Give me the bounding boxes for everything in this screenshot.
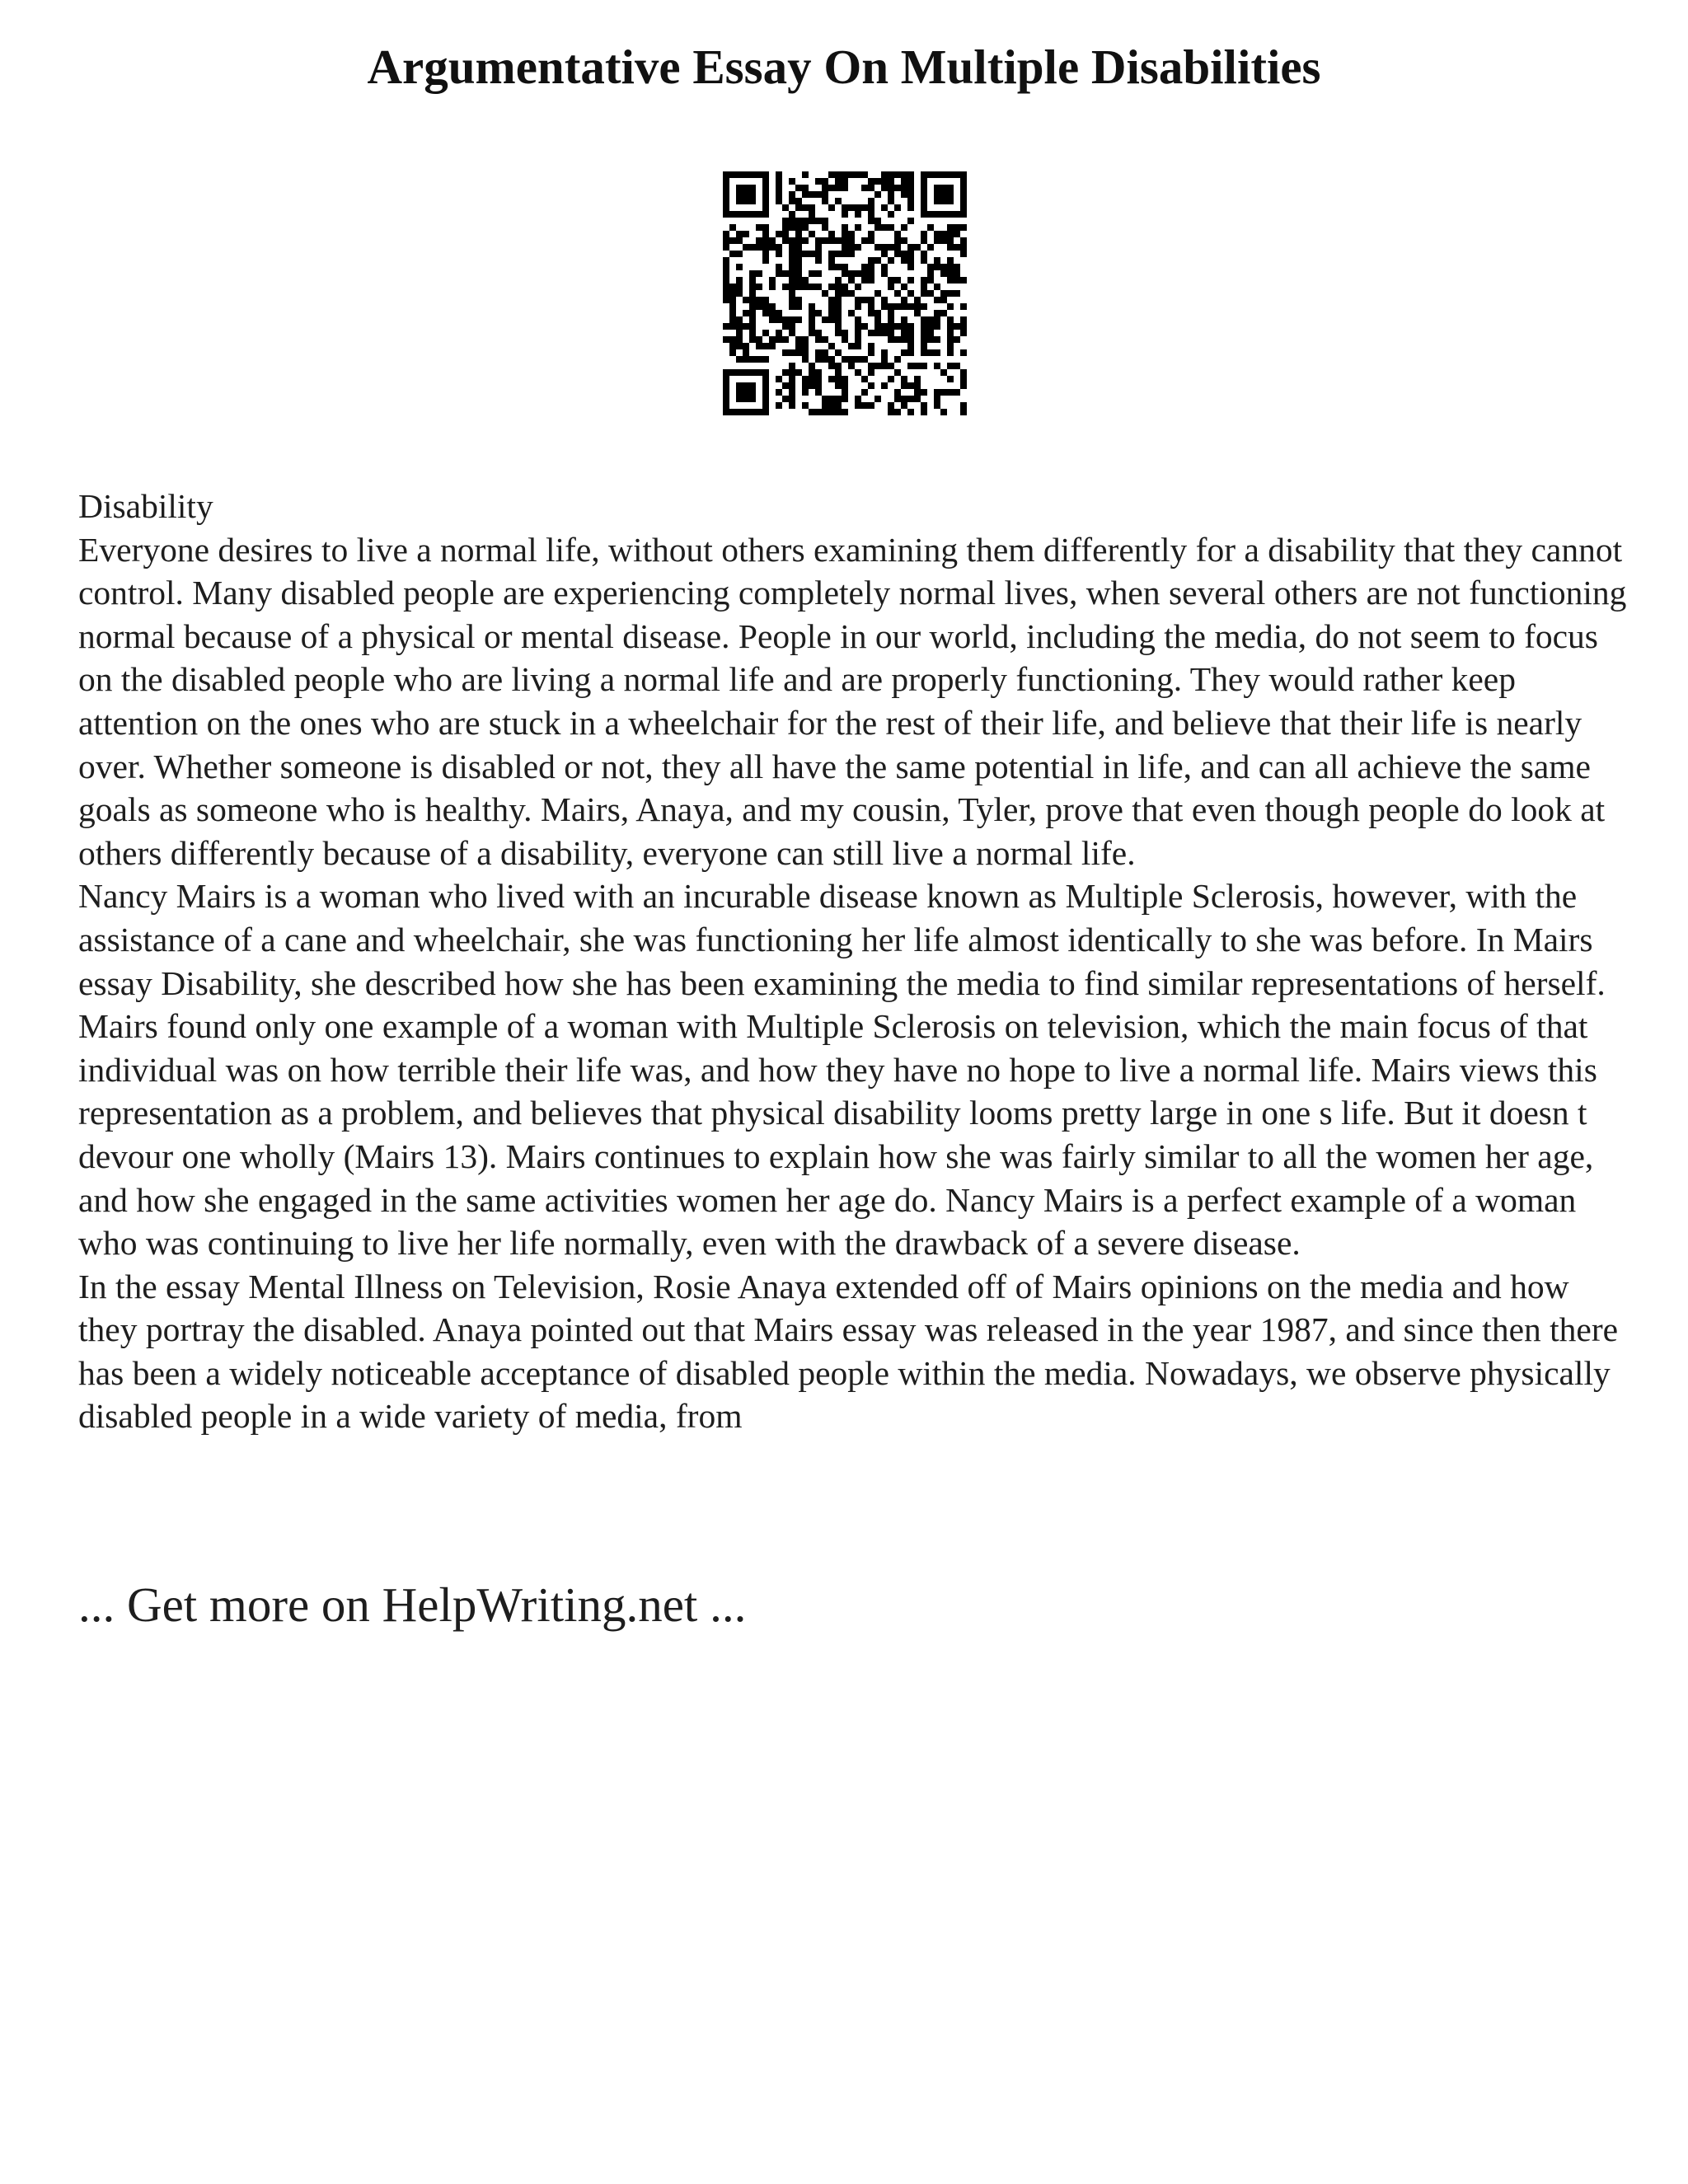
essay-paragraph: Everyone desires to live a normal life, without others examining them differently for a disability that they cannot control. Many disabled people are experiencing completely normal lives, when several others are not functioning normal because of a physical or mental disease. People in our world, including the media, do not seem to focus on the disabled people who are living a normal life and are properly functioning. They would rather keep attention on the ones who are stuck in a wheelchair for the rest of their life, and believe that their life is nearly over. Whether someone is disabled or not, they all have the same potential in life, and can all achieve the same goals as someone who is healthy. Mairs, Anaya, and my cousin, Tyler, prove that even though people do look at others differently because of a disability, everyone can still live a normal life. bbox=[78, 530, 1627, 872]
document-title: Argumentative Essay On Multiple Disabilities bbox=[367, 40, 1321, 94]
essay-heading: Disability bbox=[78, 487, 213, 525]
get-more-link[interactable]: ... Get more on HelpWriting.net ... bbox=[78, 1577, 747, 1632]
qr-code-icon bbox=[723, 171, 967, 415]
essay-paragraph: Nancy Mairs is a woman who lived with an incurable disease known as Multiple Sclerosis, however, with the assistance of a cane and wheelchair, she was functioning her life almost identically to she was before. In Mairs essay Disability, she described how she has been examining the media to find similar representations of herself. Mairs found only one example of a woman with Multiple Sclerosis on television, which the main focus of that individual was on how terrible their life was, and how they have no hope to live a normal life. Mairs views this representation as a problem, and believes that physical disability looms pretty large in one s life. But it doesn t devour one wholly (Mairs 13). Mairs continues to explain how she was fairly similar to all the women her age, and how she engaged in the same activities women her age do. Nancy Mairs is a perfect example of a woman who was continuing to live her life normally, even with the drawback of a severe disease. bbox=[78, 877, 1606, 1263]
essay-paragraph: In the essay Mental Illness on Television, Rosie Anaya extended off of Mairs opinions on the media and how they portray the disabled. Anaya pointed out that Mairs essay was released in the year 1987, and since then there has been a widely noticeable acceptance of disabled people within the media. Nowadays, we observe physically disabled people in a wide variety of media, from bbox=[78, 1267, 1619, 1436]
essay-body bbox=[78, 485, 1628, 1438]
